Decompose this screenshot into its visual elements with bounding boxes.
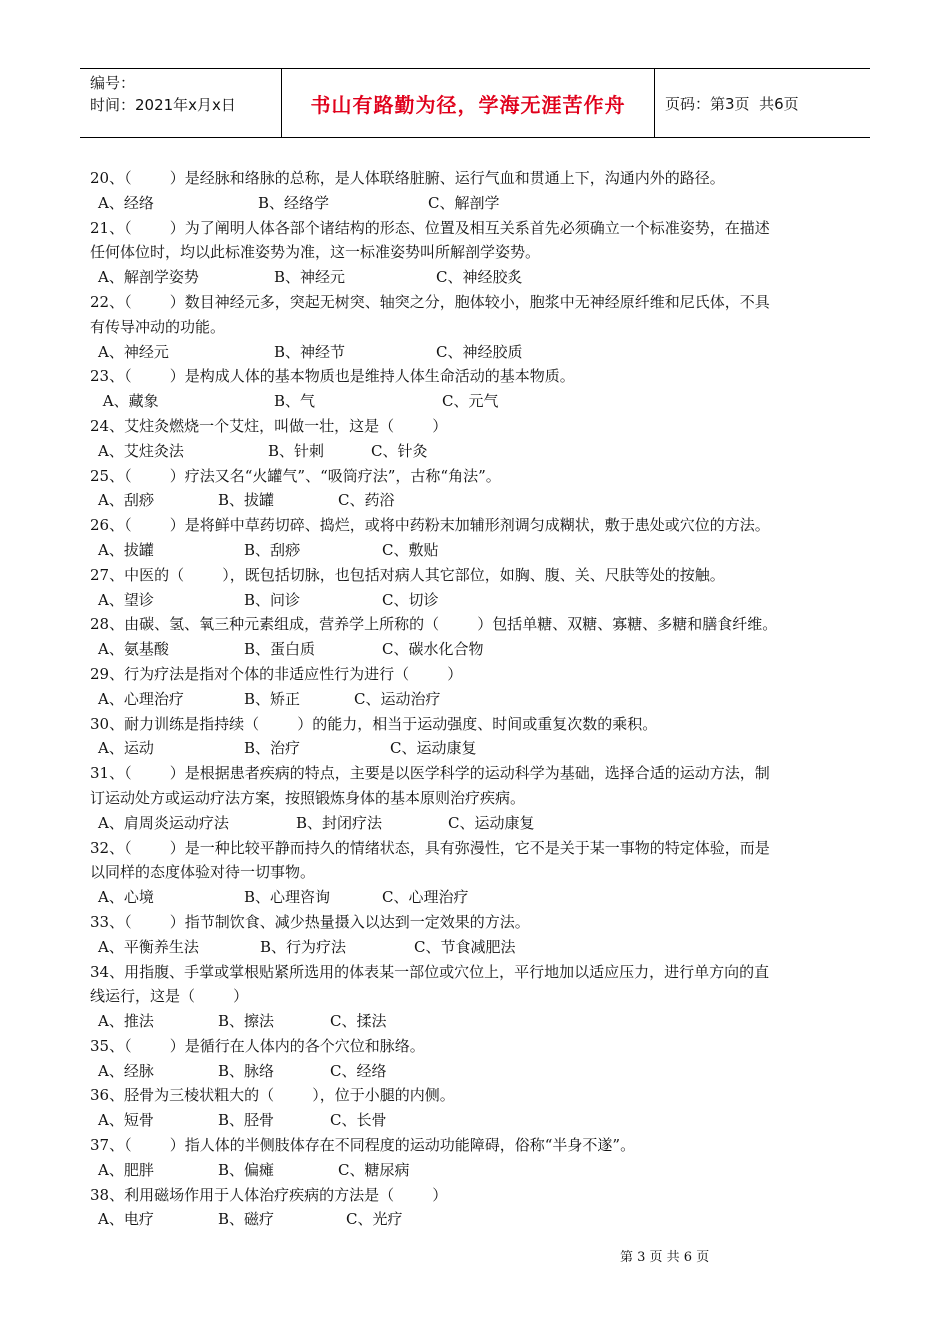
option-item: C、切诊: [382, 590, 439, 609]
options-line: [90, 538, 860, 563]
option-item: C、运动治疗: [354, 689, 441, 708]
question-line: 23、（ ）是构成人体的基本物质也是维持人体生命活动的基本物质。: [90, 367, 575, 386]
option-item: B、神经节: [274, 342, 346, 361]
number-label: 编号：: [90, 74, 136, 92]
question-line: 32、（ ）是一种比较平静而持久的情绪状态，具有弥漫性，它不是关于某一事物的特定体验，而是: [90, 838, 770, 857]
options-line: [90, 1158, 860, 1183]
options-line: [90, 1207, 860, 1232]
option-item: A、藏象: [98, 392, 159, 411]
header-slogan: 书山有路勤为径，学海无涯苦作舟: [282, 69, 655, 137]
page-footer: 第 3 页 共 6 页: [620, 1250, 710, 1265]
question-line: 37、（ ）指人体的半侧肢体存在不同程度的运动功能障碍，俗称“半身不遂”。: [90, 1136, 636, 1155]
option-item: C、药浴: [338, 491, 395, 510]
options-line: [90, 389, 860, 414]
option-item: A、电疗: [98, 1210, 154, 1229]
options-line: [90, 1108, 860, 1133]
question-line: 22、（ ）数目神经元多，突起无树突、轴突之分，胞体较小，胞浆中无神经原纤维和尼氏体，不具: [90, 292, 770, 311]
option-item: C、元气: [442, 392, 499, 411]
options-line: [90, 687, 860, 712]
options-line: [90, 588, 860, 613]
options-line: [90, 637, 860, 662]
question-line: 38、利用磁场作用于人体治疗疾病的方法是（ ）: [90, 1185, 448, 1204]
option-item: A、肩周炎运动疗法: [98, 813, 229, 832]
option-item: C、神经胶炙: [436, 268, 523, 287]
option-item: A、望诊: [98, 590, 154, 609]
question-line: 33、（ ）指节制饮食、减少热量摄入以达到一定效果的方法。: [90, 912, 530, 931]
option-item: C、解剖学: [428, 193, 500, 212]
page-header: [80, 68, 870, 138]
option-item: B、拔罐: [218, 491, 275, 510]
question-line: 以同样的态度体验对待一切事物。: [90, 863, 316, 882]
option-item: B、擦法: [218, 1012, 275, 1031]
option-item: C、运动康复: [448, 813, 535, 832]
question-line: 26、（ ）是将鲜中草药切碎、捣烂，或将中药粉末加辅形剂调匀成糊状，敷于患处或穴位的方法。: [90, 516, 770, 535]
option-item: A、经络: [98, 193, 154, 212]
option-item: A、短骨: [98, 1111, 154, 1130]
question-line: 35、（ ）是循行在人体内的各个穴位和脉络。: [90, 1036, 425, 1055]
time-label: 时间：2021年x月x日: [90, 96, 236, 114]
option-item: A、推法: [98, 1012, 154, 1031]
option-item: A、艾炷灸法: [98, 441, 184, 460]
question-line: 21、（ ）为了阐明人体各部个诸结构的形态、位置及相互关系首先必须确立一个标准姿势，在描述: [90, 218, 770, 237]
options-line: [90, 885, 860, 910]
option-item: B、刮痧: [244, 540, 301, 559]
question-line: 25、（ ）疗法又名“火罐气”、“吸筒疗法”，古称“角法”。: [90, 466, 501, 485]
option-item: C、心理治疗: [382, 888, 469, 907]
options-line: [90, 439, 860, 464]
question-line: 34、用指腹、手掌或掌根贴紧所选用的体表某一部位或穴位上，平行地加以适应压力，进行单方向的直: [90, 962, 770, 981]
option-item: B、磁疗: [218, 1210, 275, 1229]
option-item: A、心境: [98, 888, 154, 907]
options-line: [90, 340, 860, 365]
question-line: 28、由碳、氢、氧三种元素组成，营养学上所称的（ ）包括单糖、双糖、寡糖、多糖和膳食纤维。: [90, 615, 778, 634]
option-item: B、经络学: [258, 193, 330, 212]
option-item: A、解剖学姿势: [98, 268, 199, 287]
options-line: [90, 811, 860, 836]
question-line: 订运动处方或运动疗法方案，按照锻炼身体的基本原则治疗疾病。: [90, 788, 526, 807]
options-line: [90, 736, 860, 761]
page-label: 页码：第3页 共6页: [665, 94, 799, 113]
option-item: A、运动: [98, 739, 154, 758]
option-item: B、气: [274, 392, 316, 411]
options-line: [90, 1059, 860, 1084]
question-line: 有传导冲动的功能。: [90, 317, 226, 336]
option-item: C、碳水化合物: [382, 640, 484, 659]
option-item: B、问诊: [244, 590, 301, 609]
option-item: C、神经胶质: [436, 342, 523, 361]
question-line: 24、艾炷灸燃烧一个艾炷，叫做一壮，这是（ ）: [90, 416, 448, 435]
option-item: B、矫正: [244, 689, 301, 708]
option-item: A、平衡养生法: [98, 937, 199, 956]
option-item: C、节食减肥法: [414, 937, 516, 956]
option-item: B、脉络: [218, 1061, 275, 1080]
option-item: A、氨基酸: [98, 640, 169, 659]
option-item: B、行为疗法: [260, 937, 347, 956]
option-item: C、运动康复: [390, 739, 477, 758]
options-line: [90, 1009, 860, 1034]
header-page: [655, 69, 870, 137]
option-item: C、敷贴: [382, 540, 439, 559]
option-item: A、刮痧: [98, 491, 154, 510]
question-line: 线运行，这是（ ）: [90, 987, 249, 1006]
option-item: B、胫骨: [218, 1111, 275, 1130]
option-item: B、针刺: [268, 441, 325, 460]
question-line: 36、胫骨为三棱状粗大的（ ），位于小腿的内侧。: [90, 1086, 455, 1105]
option-item: C、针灸: [371, 441, 428, 460]
option-item: B、治疗: [244, 739, 301, 758]
option-item: B、封闭疗法: [296, 813, 383, 832]
question-list: [90, 166, 860, 1232]
option-item: C、糖尿病: [338, 1160, 410, 1179]
option-item: A、经脉: [98, 1061, 154, 1080]
option-item: A、肥胖: [98, 1160, 154, 1179]
option-item: C、光疗: [346, 1210, 403, 1229]
option-item: B、蛋白质: [244, 640, 316, 659]
option-item: B、神经元: [274, 268, 346, 287]
options-line: [90, 191, 860, 216]
question-line: 31、（ ）是根据患者疾病的特点，主要是以医学科学的运动科学为基础，选择合适的运动方法，制: [90, 764, 770, 783]
question-line: 30、耐力训练是指持续（ ）的能力，相当于运动强度、时间或重复次数的乘积。: [90, 714, 658, 733]
option-item: C、经络: [330, 1061, 387, 1080]
options-line: [90, 935, 860, 960]
options-line: [90, 265, 860, 290]
question-line: 任何体位时，均以此标准姿势为准，这一标准姿势叫所解剖学姿势。: [90, 243, 541, 262]
header-meta: [80, 69, 282, 137]
option-item: A、神经元: [98, 342, 169, 361]
option-item: B、心理咨询: [244, 888, 331, 907]
option-item: A、心理治疗: [98, 689, 184, 708]
option-item: C、长骨: [330, 1111, 387, 1130]
question-line: 20、（ ）是经脉和络脉的总称，是人体联络脏腑、运行气血和贯通上下，沟通内外的路径。: [90, 169, 725, 187]
option-item: A、拔罐: [98, 540, 154, 559]
options-line: [90, 488, 860, 513]
question-line: 27、中医的（ ），既包括切脉，也包括对病人其它部位，如胸、腹、关、尺肤等处的按触。: [90, 565, 725, 584]
option-item: B、偏瘫: [218, 1160, 275, 1179]
question-line: 29、行为疗法是指对个体的非适应性行为进行（ ）: [90, 664, 463, 683]
option-item: C、揉法: [330, 1012, 387, 1031]
